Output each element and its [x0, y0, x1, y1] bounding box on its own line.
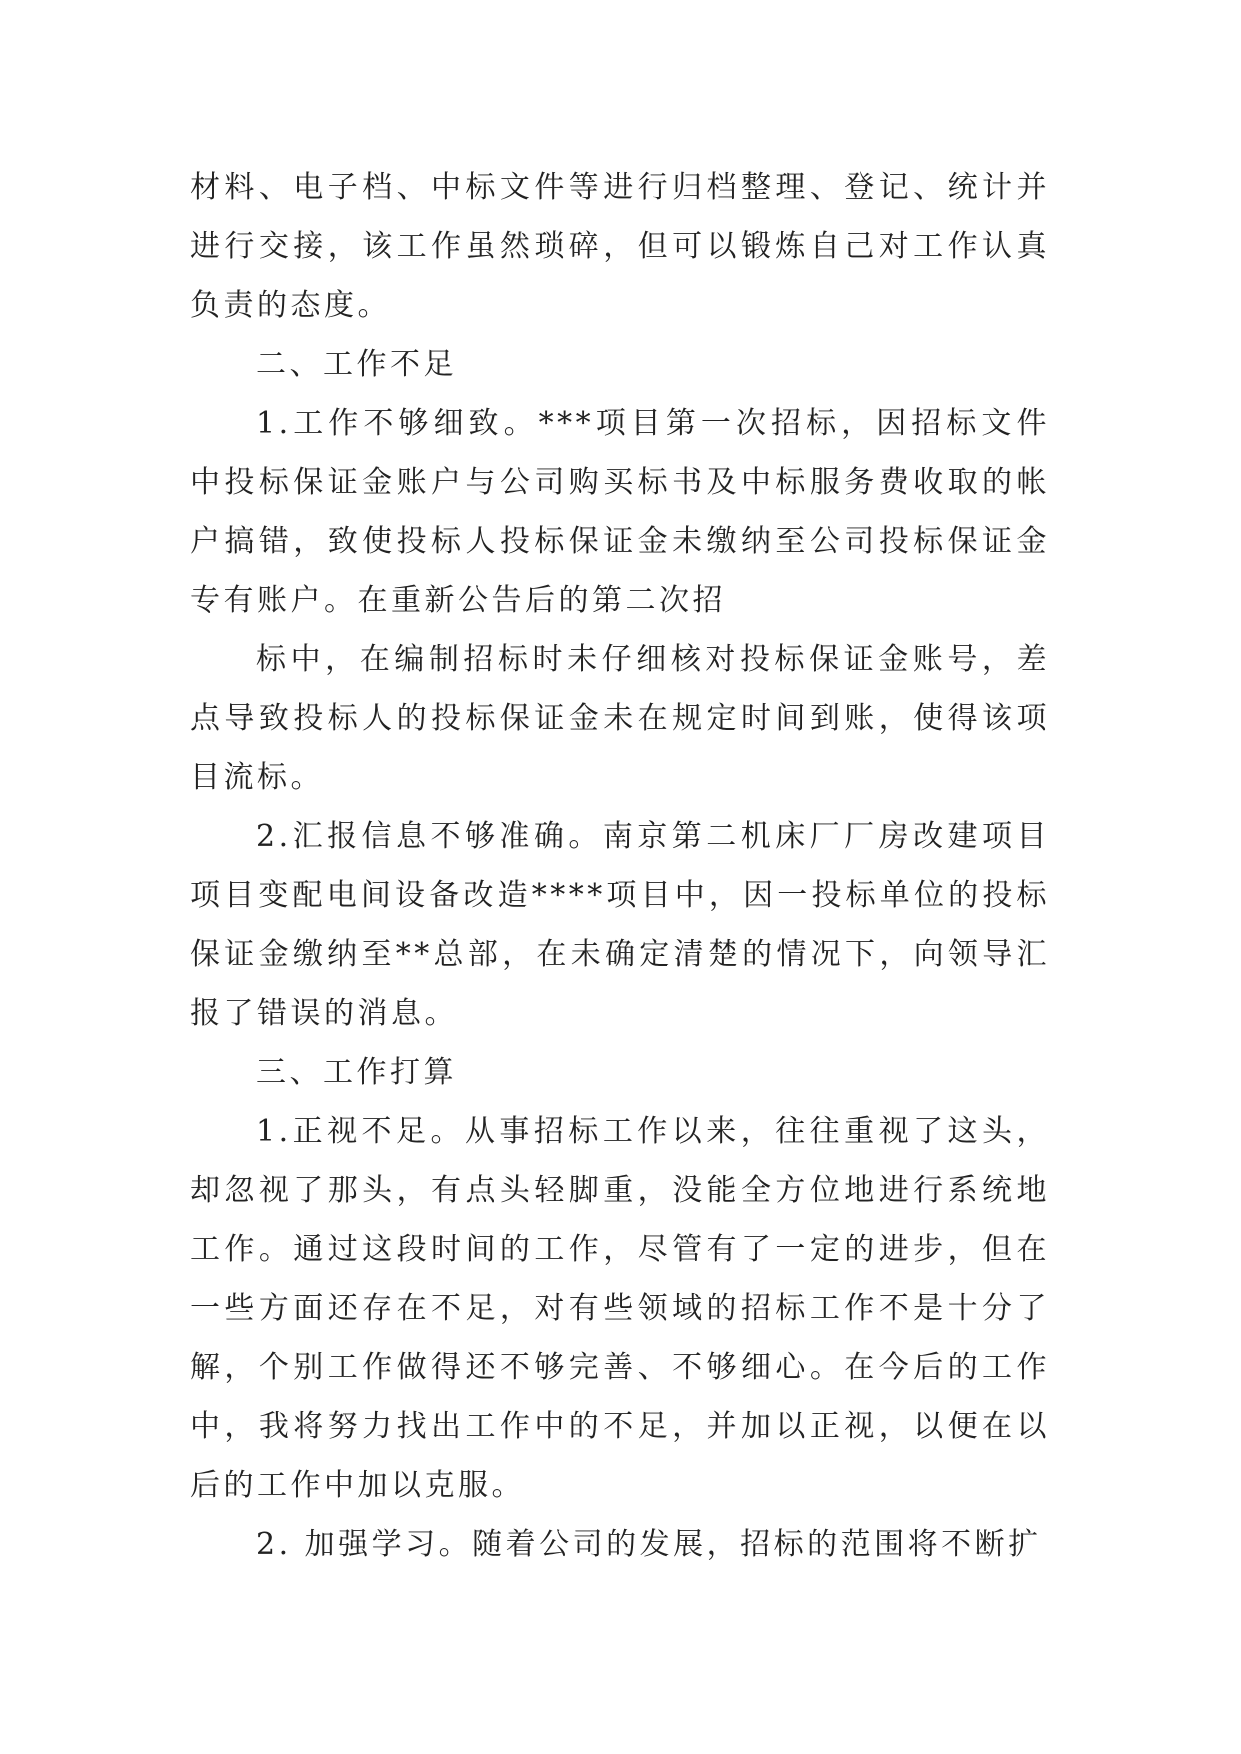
section-heading-shortcomings: 二、工作不足: [256, 347, 457, 382]
paragraph-not-careful-enough: 1.工作不够细致。***项目第一次招标，因招标文件中投标保证金账户与公司购买标书及中标服务费收取的帐户搞错，致使投标人投标保证金未缴纳至公司投标保证金专有账户。在重新公告后的第二次招: [190, 406, 1050, 618]
document-body: [190, 158, 1050, 1574]
paragraph-inaccurate-reporting: 2.汇报信息不够准确。南京第二机床厂厂房改建项目项目变配电间设备改造****项目中，因一投标单位的投标保证金缴纳至**总部，在未确定清楚的情况下，向领导汇报了错误的消息。: [190, 819, 1050, 1031]
section-heading-plans: 三、工作打算: [256, 1055, 457, 1090]
paragraph-second-bidding: 标中，在编制招标时未仔细核对投标保证金账号，差点导致投标人的投标保证金未在规定时间到账，使得该项目流标。: [190, 642, 1050, 795]
paragraph-face-shortcomings: 1.正视不足。从事招标工作以来，往往重视了这头，却忽视了那头，有点头轻脚重，没能全方位地进行系统地工作。通过这段时间的工作，尽管有了一定的进步，但在一些方面还存在不足，对有些领域的招标工作不是十分了解，个别工作做得还不够完善、不够细心。在今后的工作中，我将努力找出工作中的不足，并加以正视，以便在以后的工作中加以克服。: [190, 1114, 1050, 1503]
paragraph-continuation: 材料、电子档、中标文件等进行归档整理、登记、统计并进行交接，该工作虽然琐碎，但可以锻炼自己对工作认真负责的态度。: [190, 170, 1050, 323]
paragraph-strengthen-learning: 2. 加强学习。随着公司的发展，招标的范围将不断扩: [256, 1527, 1042, 1562]
